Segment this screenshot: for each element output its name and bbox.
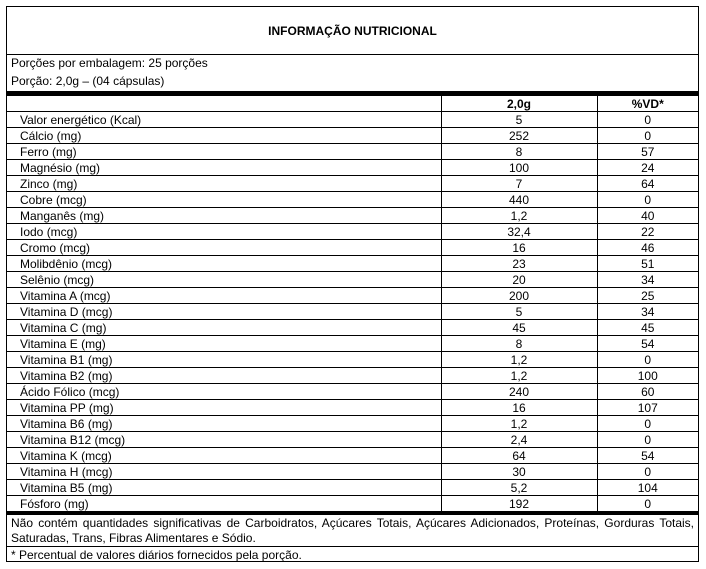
- nutrient-name: Vitamina PP (mg): [7, 400, 441, 416]
- nutrient-name: Vitamina A (mcg): [7, 288, 441, 304]
- nutrient-name: Vitamina B5 (mg): [7, 480, 441, 496]
- nutrient-name: Cromo (mcg): [7, 240, 441, 256]
- nutrient-amount: 16: [441, 400, 597, 416]
- nutrient-daily-value: 0: [597, 112, 698, 128]
- nutrient-daily-value: 0: [597, 432, 698, 448]
- nutrient-daily-value: 0: [597, 192, 698, 208]
- nutrient-daily-value: 0: [597, 352, 698, 368]
- nutrient-daily-value: 46: [597, 240, 698, 256]
- table-row: [7, 480, 698, 496]
- table-row: [7, 128, 698, 144]
- nutrient-amount: 5: [441, 112, 597, 128]
- nutrient-name: Vitamina D (mcg): [7, 304, 441, 320]
- nutrient-name: Ferro (mg): [7, 144, 441, 160]
- nutrient-name: Vitamina B12 (mcg): [7, 432, 441, 448]
- table-row: [7, 464, 698, 480]
- nutrient-daily-value: 0: [597, 464, 698, 480]
- serving-size: Porção: 2,0g – (04 cápsulas): [11, 74, 165, 88]
- servings-per-package: Porções por embalagem: 25 porções: [11, 56, 208, 70]
- nutrient-name: Manganês (mg): [7, 208, 441, 224]
- nutrient-name: Cobre (mcg): [7, 192, 441, 208]
- nutrient-amount: 5,2: [441, 480, 597, 496]
- nutrient-daily-value: 57: [597, 144, 698, 160]
- table-row: [7, 112, 698, 128]
- serving-info: [7, 55, 698, 91]
- nutrient-daily-value: 54: [597, 448, 698, 464]
- table-row: [7, 432, 698, 448]
- footnote: * Percentual de valores diários fornecidos pela porção.: [11, 548, 302, 562]
- nutrient-amount: 1,2: [441, 208, 597, 224]
- nutrient-daily-value: 0: [597, 416, 698, 432]
- nutrient-amount: 1,2: [441, 416, 597, 432]
- table-row: [7, 448, 698, 464]
- table-row: [7, 224, 698, 240]
- nutrient-amount: 16: [441, 240, 597, 256]
- nutrient-daily-value: 24: [597, 160, 698, 176]
- nutrient-amount: 23: [441, 256, 597, 272]
- table-row: [7, 160, 698, 176]
- nutrient-amount: 200: [441, 288, 597, 304]
- nutrient-daily-value: 100: [597, 368, 698, 384]
- nutrient-daily-value: 40: [597, 208, 698, 224]
- table-row: [7, 272, 698, 288]
- nutrient-amount: 252: [441, 128, 597, 144]
- nutrient-daily-value: 45: [597, 320, 698, 336]
- table-row: [7, 288, 698, 304]
- nutrient-daily-value: 25: [597, 288, 698, 304]
- nutrient-amount: 45: [441, 320, 597, 336]
- nutrient-amount: 7: [441, 176, 597, 192]
- nutrient-amount: 440: [441, 192, 597, 208]
- nutrient-amount: 1,2: [441, 368, 597, 384]
- nutrient-name: Selênio (mcg): [7, 272, 441, 288]
- table-row: [7, 240, 698, 256]
- header-amount: 2,0g: [441, 96, 597, 112]
- nutrient-daily-value: 54: [597, 336, 698, 352]
- nutrient-name: Zinco (mg): [7, 176, 441, 192]
- nutrient-amount: 2,4: [441, 432, 597, 448]
- nutrient-name: Vitamina E (mg): [7, 336, 441, 352]
- table-row: [7, 208, 698, 224]
- nutrient-table: [7, 96, 698, 512]
- table-row: [7, 400, 698, 416]
- nutrient-daily-value: 22: [597, 224, 698, 240]
- nutrient-amount: 8: [441, 336, 597, 352]
- nutrient-name: Vitamina H (mcg): [7, 464, 441, 480]
- nutrient-daily-value: 51: [597, 256, 698, 272]
- nutrient-amount: 5: [441, 304, 597, 320]
- nutrient-name: Vitamina B6 (mg): [7, 416, 441, 432]
- nutrient-amount: 1,2: [441, 352, 597, 368]
- nutrient-name: Vitamina K (mcg): [7, 448, 441, 464]
- nutrient-name: Magnésio (mg): [7, 160, 441, 176]
- nutrient-name: Molibdênio (mcg): [7, 256, 441, 272]
- nutrient-name: Ácido Fólico (mcg): [7, 384, 441, 400]
- nutrient-amount: 20: [441, 272, 597, 288]
- table-row: [7, 256, 698, 272]
- nutrient-amount: 32,4: [441, 224, 597, 240]
- nutrient-daily-value: 0: [597, 128, 698, 144]
- nutrient-amount: 100: [441, 160, 597, 176]
- nutrient-daily-value: 0: [597, 496, 698, 512]
- nutrient-name: Cálcio (mg): [7, 128, 441, 144]
- table-row: [7, 304, 698, 320]
- not-significant-note: Não contém quantidades significativas de Carboidratos, Açúcares Totais, Açúcares Adicionados, Proteínas, Gorduras Totais, Saturadas, Trans, Fibras Alimentares e Sódio.: [7, 515, 698, 547]
- table-row: [7, 176, 698, 192]
- title-box: [7, 7, 698, 55]
- nutrient-name: Vitamina B1 (mg): [7, 352, 441, 368]
- table-row: [7, 352, 698, 368]
- table-header-row: [7, 96, 698, 112]
- table-row: [7, 336, 698, 352]
- header-nutrient: [7, 96, 441, 112]
- nutrient-name: Vitamina C (mg): [7, 320, 441, 336]
- table-row: [7, 192, 698, 208]
- nutrient-amount: 8: [441, 144, 597, 160]
- nutrient-daily-value: 64: [597, 176, 698, 192]
- header-daily-value: %VD*: [597, 96, 698, 112]
- table-row: [7, 320, 698, 336]
- table-row: [7, 144, 698, 160]
- table-row: [7, 416, 698, 432]
- nutrient-name: Fósforo (mg): [7, 496, 441, 512]
- nutrient-daily-value: 34: [597, 272, 698, 288]
- nutrient-name: Iodo (mcg): [7, 224, 441, 240]
- table-row: [7, 384, 698, 400]
- nutrition-facts-label: [6, 6, 699, 562]
- nutrient-daily-value: 34: [597, 304, 698, 320]
- nutrient-amount: 240: [441, 384, 597, 400]
- nutrient-amount: 30: [441, 464, 597, 480]
- nutrient-daily-value: 60: [597, 384, 698, 400]
- nutrient-amount: 192: [441, 496, 597, 512]
- table-row: [7, 496, 698, 512]
- nutrient-name: Valor energético (Kcal): [7, 112, 441, 128]
- nutrient-amount: 64: [441, 448, 597, 464]
- nutrient-daily-value: 107: [597, 400, 698, 416]
- label-title: INFORMAÇÃO NUTRICIONAL: [268, 23, 437, 38]
- table-row: [7, 368, 698, 384]
- nutrient-daily-value: 104: [597, 480, 698, 496]
- nutrient-name: Vitamina B2 (mg): [7, 368, 441, 384]
